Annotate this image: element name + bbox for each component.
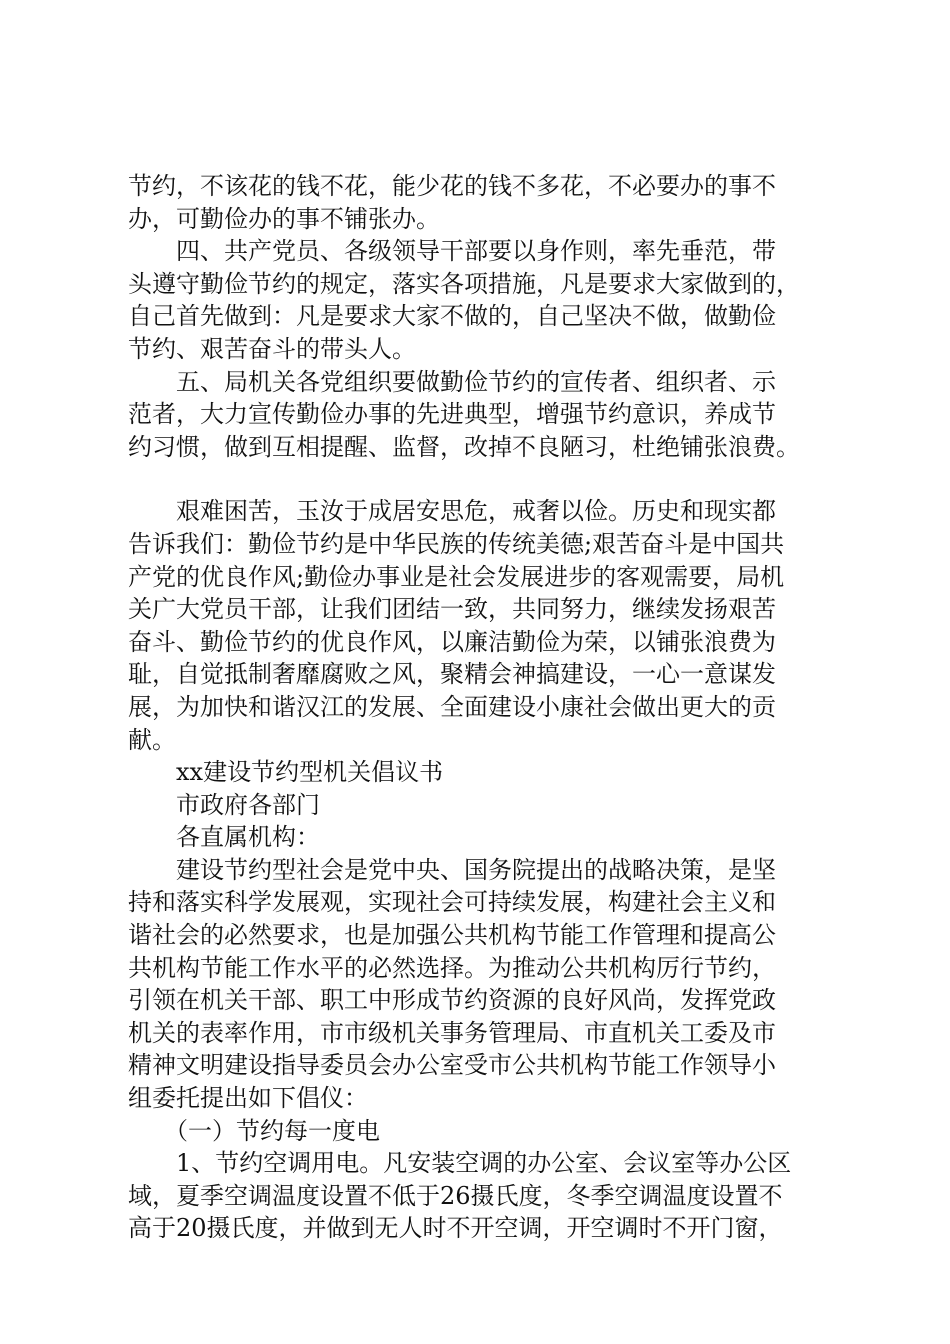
- text-line: 精神文明建设指导委员会办公室受市公共机构节能工作领导小: [128, 1051, 776, 1080]
- text-line: 机关的表率作用，市市级机关事务管理局、市直机关工委及市: [128, 1018, 776, 1047]
- text-line: 奋斗、勤俭节约的优良作风，以廉洁勤俭为荣，以铺张浪费为: [128, 627, 776, 656]
- text-line: 组委托提出如下倡仪：: [128, 1084, 368, 1113]
- text-line: 产党的优良作风;勤俭办事业是社会发展进步的客观需要，局机: [128, 562, 785, 591]
- text-line: （一）节约每一度电: [128, 1116, 380, 1145]
- text-line: 献。: [128, 725, 176, 754]
- text-line: 五、局机关各党组织要做勤俭节约的宣传者、组织者、示: [128, 367, 776, 396]
- text-line: 范者，大力宣传勤俭办事的先进典型，增强节约意识，养成节: [128, 400, 776, 429]
- text-line: 四、共产党员、各级领导干部要以身作则，率先垂范，带: [128, 237, 776, 266]
- text-line: 展，为加快和谐汉江的发展、全面建设小康社会做出更大的贡: [128, 692, 776, 721]
- text-line: 引领在机关干部、职工中形成节约资源的良好风尚，发挥党政: [128, 986, 776, 1015]
- text-line: 头遵守勤俭节约的规定，落实各项措施，凡是要求大家做到的，: [128, 269, 800, 298]
- text-line: 艰难困苦，玉汝于成居安思危，戒奢以俭。历史和现实都: [128, 497, 776, 526]
- text-line: 节约、艰苦奋斗的带头人。: [128, 334, 416, 363]
- text-line: xx建设节约型机关倡议书: [128, 758, 444, 787]
- text-line: 建设节约型社会是党中央、国务院提出的战略决策，是坚: [128, 855, 776, 884]
- text-line: 持和落实科学发展观，实现社会可持续发展，构建社会主义和: [128, 888, 776, 917]
- text-line: 市政府各部门: [128, 790, 320, 819]
- text-line: 1、节约空调用电。凡安装空调的办公室、会议室等办公区: [128, 1149, 792, 1178]
- blank-line: [128, 463, 838, 495]
- text-line: 关广大党员干部，让我们团结一致，共同努力，继续发扬艰苦: [128, 595, 776, 624]
- text-line: 谐社会的必然要求，也是加强公共机构节能工作管理和提高公: [128, 921, 776, 950]
- text-line: 高于20摄氏度，并做到无人时不开空调，开空调时不开门窗，: [128, 1214, 783, 1243]
- text-line: 共机构节能工作水平的必然选择。为推动公共机构厉行节约，: [128, 953, 776, 982]
- text-line: 域，夏季空调温度设置不低于26摄氏度，冬季空调温度设置不: [128, 1181, 783, 1210]
- text-line: 耻，自觉抵制奢靡腐败之风，聚精会神搞建设，一心一意谋发: [128, 660, 776, 689]
- document-page: [128, 170, 838, 1245]
- text-line: 告诉我们：勤俭节约是中华民族的传统美德;艰苦奋斗是中国共: [128, 529, 785, 558]
- text-line: 约习惯，做到互相提醒、监督，改掉不良陋习，杜绝铺张浪费。: [128, 432, 800, 461]
- text-line: 自己首先做到：凡是要求大家不做的，自己坚决不做，做勤俭: [128, 302, 776, 331]
- text-line: 各直属机构：: [128, 823, 320, 852]
- text-line: 节约，不该花的钱不花，能少花的钱不多花，不必要办的事不: [128, 172, 776, 200]
- text-line: 办，可勤俭办的事不铺张办。: [128, 204, 440, 233]
